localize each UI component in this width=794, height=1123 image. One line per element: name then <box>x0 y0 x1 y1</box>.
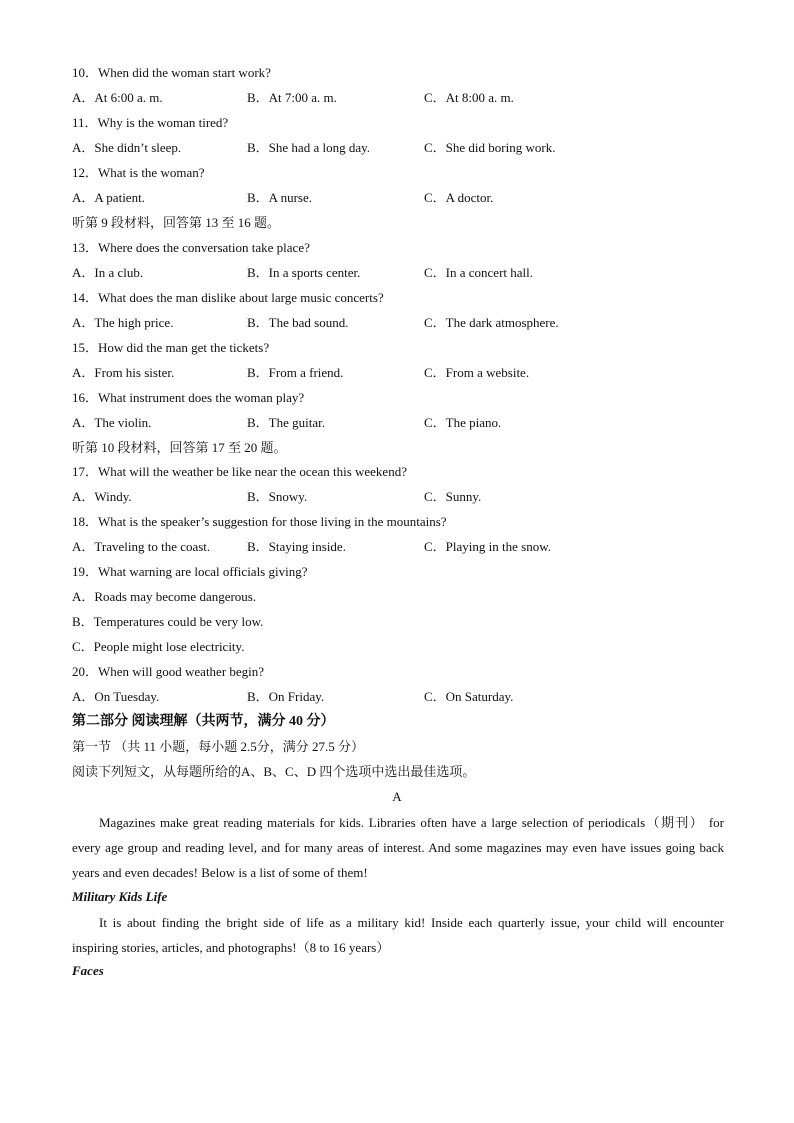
question-11: 11．Why is the woman tired? <box>72 115 229 130</box>
question-20: 20．When will good weather begin? <box>72 664 265 679</box>
option-b: B．The bad sound. <box>247 315 349 330</box>
option-b: B．Snowy. <box>247 489 308 504</box>
option-a: A．In a club. <box>72 265 144 280</box>
option-c: C．In a concert hall. <box>424 265 534 280</box>
option-b: B．She had a long day. <box>247 140 370 155</box>
part2-heading: 第二部分 阅读理解（共两节，满分 40 分） <box>72 714 335 729</box>
question-18: 18．What is the speaker’s suggestion for those living in the mountains? <box>72 514 447 529</box>
option-c: C．Sunny. <box>424 489 482 504</box>
options-10 <box>72 90 772 106</box>
option-a: A．Windy. <box>72 489 132 504</box>
option-a: A．A patient. <box>72 190 145 205</box>
options-11 <box>72 140 772 156</box>
option-c: C．At 8:00 a. m. <box>424 90 514 105</box>
intro-paragraph: Magazines make great reading materials for kids. Libraries often have a large selection of periodicals（期刊） for every age group and reading level, and for many areas of interest. And some magazines may even have issues going back years and even decades! Below is a list of some of them! <box>72 815 724 880</box>
question-10: 10．When did the woman start work? <box>72 65 271 80</box>
passage-label: A <box>392 789 402 804</box>
options-16 <box>72 415 772 431</box>
option-a: A．Roads may become dangerous. <box>72 589 257 604</box>
question-13: 13．Where does the conversation take place? <box>72 240 310 255</box>
option-c: C．A doctor. <box>424 190 494 205</box>
options-14 <box>72 315 772 331</box>
options-15 <box>72 365 772 381</box>
option-b: B．The guitar. <box>247 415 325 430</box>
option-b: B．A nurse. <box>247 190 313 205</box>
instruction-passage-10: 听第 10 段材料，回答第 17 至 20 题。 <box>72 440 287 455</box>
question-17: 17．What will the weather be like near the ocean this weekend? <box>72 464 407 479</box>
option-c: C．From a website. <box>424 365 530 380</box>
instruction-passage-9: 听第 9 段材料，回答第 13 至 16 题。 <box>72 215 281 230</box>
option-a: A．She didn’t sleep. <box>72 140 182 155</box>
option-c: C．She did boring work. <box>424 140 556 155</box>
option-b: B．Staying inside. <box>247 539 346 554</box>
magazine-title-military-kids-life: Military Kids Life <box>72 889 168 904</box>
question-15: 15．How did the man get the tickets? <box>72 340 270 355</box>
option-c: C．Playing in the snow. <box>424 539 551 554</box>
option-b: B．Temperatures could be very low. <box>72 614 264 629</box>
options-17 <box>72 489 772 505</box>
option-a: A．On Tuesday. <box>72 689 160 704</box>
option-a: A．The violin. <box>72 415 152 430</box>
option-b: B．From a friend. <box>247 365 344 380</box>
option-c: C．People might lose electricity. <box>72 639 245 654</box>
question-16: 16．What instrument does the woman play? <box>72 390 305 405</box>
reading-direction: 阅读下列短文，从每题所给的A、B、C、D 四个选项中选出最佳选项。 <box>72 764 476 779</box>
option-c: C．The dark atmosphere. <box>424 315 559 330</box>
question-14: 14．What does the man dislike about large music concerts? <box>72 290 384 305</box>
options-13 <box>72 265 772 281</box>
options-18 <box>72 539 772 555</box>
question-12: 12．What is the woman? <box>72 165 205 180</box>
option-a: A．From his sister. <box>72 365 175 380</box>
option-b: B．On Friday. <box>247 689 325 704</box>
question-19: 19．What warning are local officials giving? <box>72 564 308 579</box>
magazine-description-military-kids-life: It is about finding the bright side of life as a military kid! Inside each quarterly issue, your child will encounter inspiring stories, articles, and photographs!（8 to 16 years） <box>72 915 724 955</box>
option-a: A．The high price. <box>72 315 174 330</box>
option-c: C．The piano. <box>424 415 502 430</box>
section1-heading: 第一节 （共 11 小题，每小题 2.5分，满分 27.5 分） <box>72 739 365 754</box>
options-12 <box>72 190 772 206</box>
options-20 <box>72 689 772 705</box>
option-c: C．On Saturday. <box>424 689 514 704</box>
option-a: A．At 6:00 a. m. <box>72 90 163 105</box>
option-b: B．At 7:00 a. m. <box>247 90 337 105</box>
option-a: A．Traveling to the coast. <box>72 539 211 554</box>
magazine-title-faces: Faces <box>72 963 104 978</box>
option-b: B．In a sports center. <box>247 265 361 280</box>
